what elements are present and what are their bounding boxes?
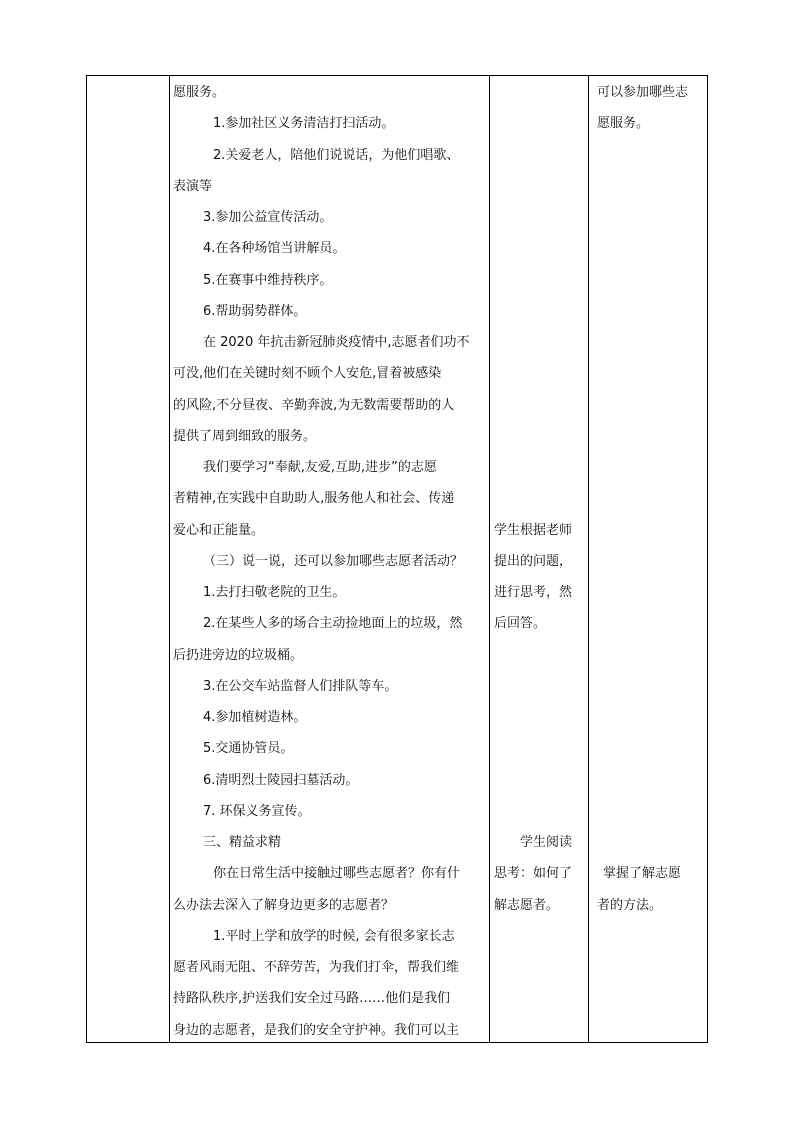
text-line: 愿服务。 — [173, 85, 226, 100]
section-heading: 三、精益求精 — [203, 835, 282, 850]
teaching-process-column — [170, 76, 489, 1042]
text-line: 学生阅读 — [520, 835, 573, 850]
text-line: 者精神,在实践中自助助人,服务他人和社会、传递 — [173, 491, 455, 506]
text-line: 7. 环保义务宣传。 — [203, 804, 311, 819]
text-line: 解志愿者。 — [494, 898, 560, 913]
text-line: 6.清明烈士陵园扫墓活动。 — [203, 773, 359, 788]
text-line: 学生根据老师 — [494, 523, 573, 538]
text-line: 表演等 — [173, 179, 213, 194]
text-line: 愿者风雨无阻、不辞劳苦，为我们打伞，帮我们维 — [173, 960, 460, 975]
text-line: 5.在赛事中维持秩序。 — [203, 273, 333, 288]
text-line: 5.交通协管员。 — [203, 741, 294, 756]
text-line: 者的方法。 — [597, 898, 663, 913]
text-line: 在 2020 年抗击新冠肺炎疫情中,志愿者们功不 — [203, 335, 470, 350]
text-line: 的风险,不分昼夜、辛勤奔波,为无数需要帮助的人 — [173, 398, 455, 413]
lesson-table — [86, 75, 708, 1043]
text-line: 么办法去深入了解身边更多的志愿者？ — [173, 898, 395, 913]
design-intent-column — [589, 76, 707, 1042]
text-line: 进行思考，然 — [494, 585, 573, 600]
text-line: 6.帮助弱势群体。 — [203, 304, 307, 319]
text-line: 思考：如何了 — [494, 866, 573, 881]
text-line: 可以参加哪些志 — [597, 85, 689, 100]
text-line: 提出的问题， — [494, 554, 573, 569]
text-line: 1.去打扫敬老院的卫生。 — [203, 585, 346, 600]
text-line: 持路队秩序,护送我们安全过马路……他们是我们 — [173, 991, 451, 1006]
text-line: 愿服务。 — [597, 116, 650, 131]
text-line: 你在日常生活中接触过哪些志愿者？你有什 — [213, 866, 461, 881]
text-line: 4.参加植树造林。 — [203, 710, 307, 725]
text-line: 3.在公交车站监督人们排队等车。 — [203, 679, 398, 694]
text-line: 1.参加社区义务清洁打扫活动。 — [213, 116, 395, 131]
text-line: 2.关爱老人，陪他们说说话，为他们唱歌、 — [213, 148, 460, 163]
student-activity-column — [490, 76, 588, 1042]
text-line: 1.平时上学和放学的时候, 会有很多家长志 — [213, 929, 455, 944]
text-line: 2.在某些人多的场合主动捡地面上的垃圾，然 — [203, 616, 463, 631]
text-line: 提供了周到细致的服务。 — [173, 429, 317, 444]
text-line: 后扔进旁边的垃圾桶。 — [173, 648, 304, 663]
text-line: 身边的志愿者，是我们的安全守护神。我们可以主 — [173, 1023, 460, 1038]
text-line: 可没,他们在关键时刻不顾个人安危,冒着被感染 — [173, 366, 442, 381]
text-line: 3.参加公益宣传活动。 — [203, 210, 333, 225]
text-line: 我们要学习“奉献,友爱,互助,进步”的志愿 — [203, 460, 437, 475]
text-line: 后回答。 — [494, 616, 547, 631]
text-line: 掌握了解志愿 — [603, 866, 682, 881]
column-1 — [87, 76, 169, 1042]
text-line: （三）说一说，还可以参加哪些志愿者活动？ — [203, 554, 464, 569]
text-line: 4.在各种场馆当讲解员。 — [203, 241, 346, 256]
text-line: 爱心和正能量。 — [173, 523, 265, 538]
